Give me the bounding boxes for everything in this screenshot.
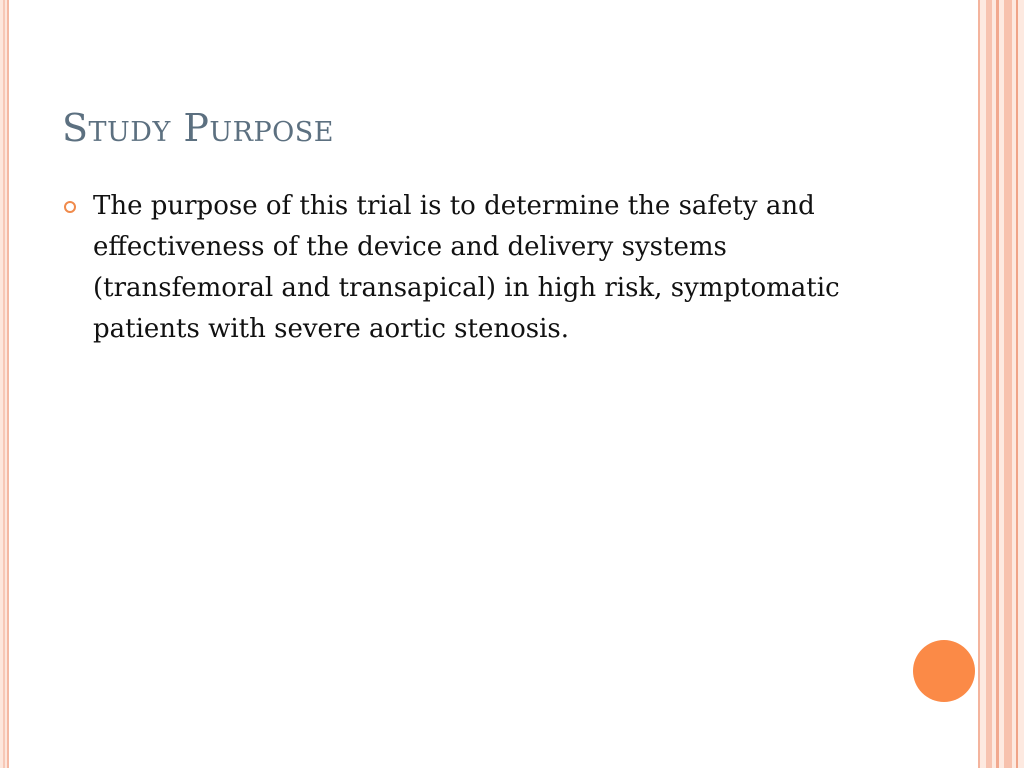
bullet-list [62,186,882,350]
slide-title: Study Purpose [62,106,335,150]
right-stripe [996,0,999,768]
hollow-circle-bullet-icon [64,201,76,213]
right-stripe [1004,0,1012,768]
left-border-decoration [0,0,9,768]
bullet-item [62,186,882,350]
right-stripe [978,0,980,768]
orange-circle-decoration [913,640,975,702]
bullet-text: The purpose of this trial is to determine the safety and effectiveness of the device and delivery systems (transfemoral and transapical) in high risk, symptomatic patients with severe aortic stenosis. [93,191,840,344]
right-stripe [1016,0,1018,768]
right-stripe [986,0,992,768]
